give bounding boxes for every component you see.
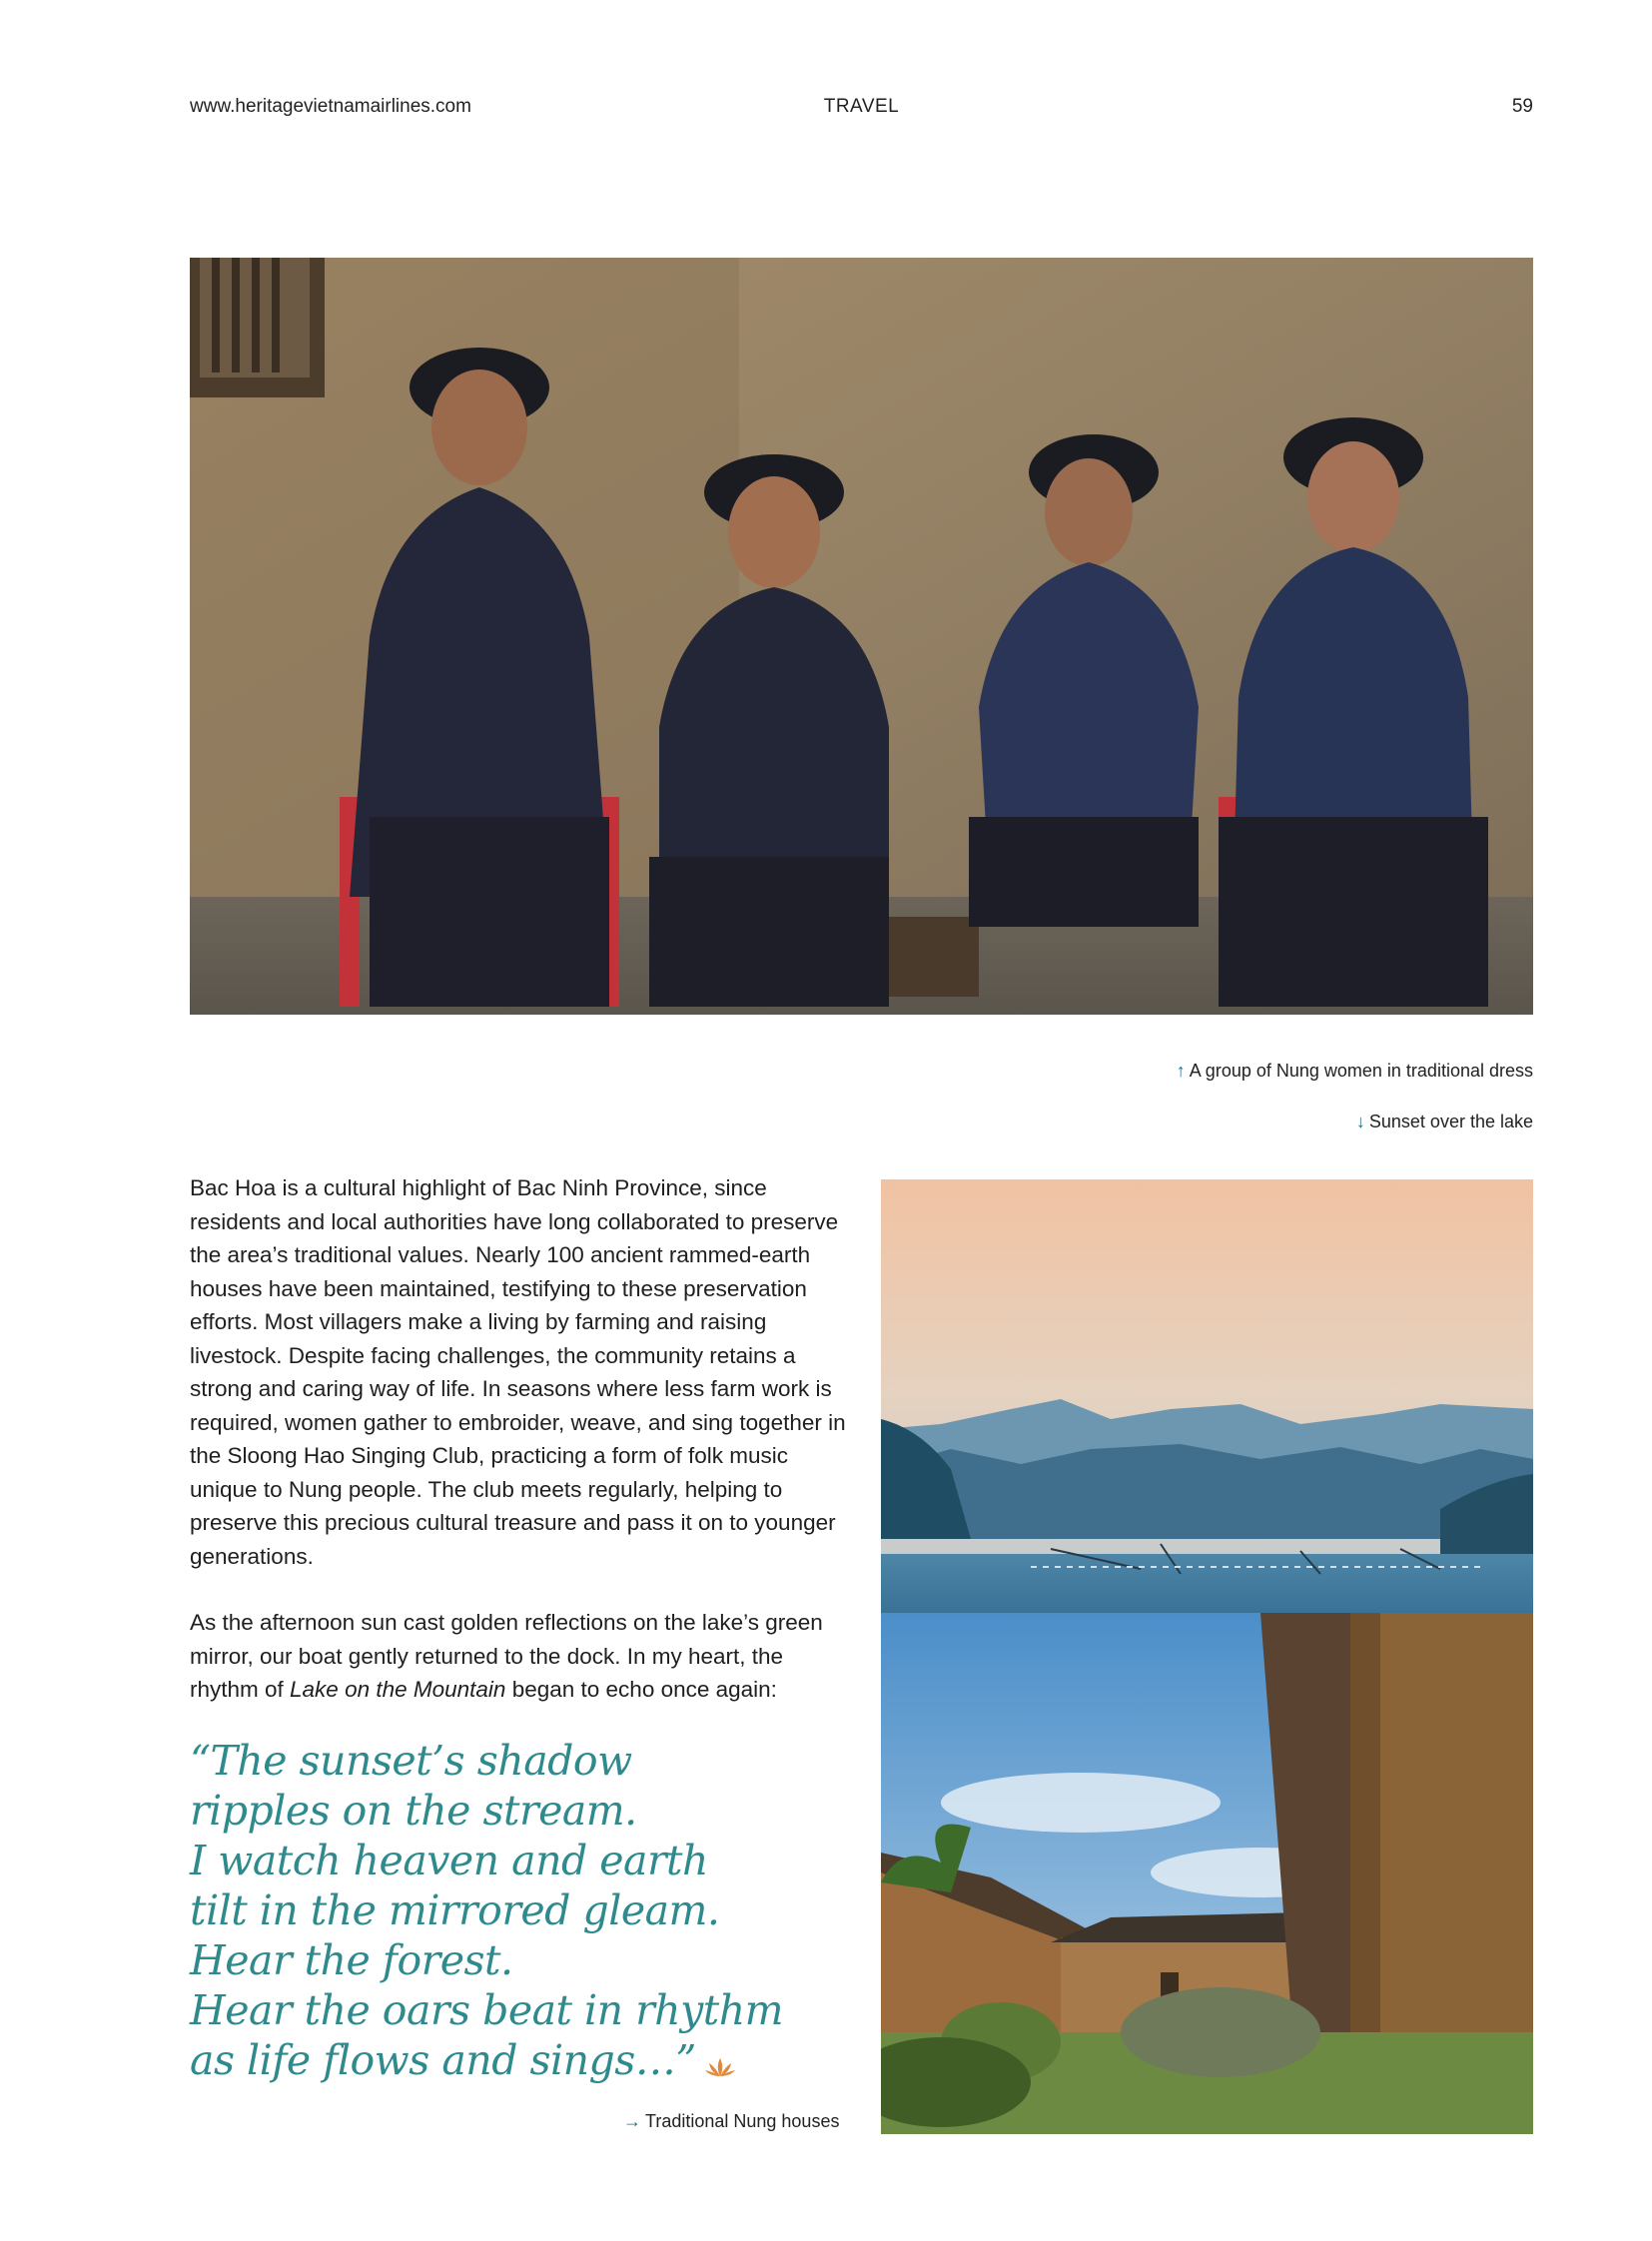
sunset-lake-photo xyxy=(881,1179,1533,1613)
poem-line: Hear the forest. xyxy=(190,1936,513,1984)
article-body xyxy=(190,1171,849,1740)
poem-line: Hear the oars beat in rhythm xyxy=(190,1986,784,2034)
arrow-down-icon: ↓ xyxy=(1355,1112,1365,1131)
caption-sunset xyxy=(1356,1112,1533,1132)
nung-houses-photo xyxy=(881,1613,1533,2134)
paragraph-2-lead: As the afternoon sun cast golden reflections on the lake’s green mirror, our boat gently returned to the dock. In my heart, the rhythm of xyxy=(190,1610,823,1702)
arrow-right-icon: → xyxy=(623,2111,641,2131)
poem-line-last xyxy=(190,2035,829,2089)
poem-line: tilt in the mirrored gleam. xyxy=(190,1886,720,1934)
poem-line-text: as life flows and sings…” xyxy=(190,2036,696,2084)
paragraph-2-tail: began to echo once again: xyxy=(505,1677,777,1702)
caption-houses-text: Traditional Nung houses xyxy=(645,2111,840,2131)
poem-line: I watch heaven and earth xyxy=(190,1837,708,1884)
poem-line: “The sunset’s shadow xyxy=(190,1737,632,1785)
poem-line: ripples on the stream. xyxy=(190,1787,637,1835)
section-label: TRAVEL xyxy=(823,96,900,117)
lotus-icon xyxy=(704,2039,736,2089)
page-number: 59 xyxy=(1511,96,1533,117)
caption-nung-women xyxy=(1177,1061,1533,1082)
nung-women-photo xyxy=(190,258,1533,1015)
caption-sunset-text: Sunset over the lake xyxy=(1368,1112,1533,1131)
paragraph-2 xyxy=(190,1606,849,1707)
song-title: Lake on the Mountain xyxy=(290,1677,506,1702)
website-url[interactable]: www.heritagevietnamairlines.com xyxy=(190,96,471,117)
page-header xyxy=(190,96,1533,126)
paragraph-1: Bac Hoa is a cultural highlight of Bac Ninh Province, since residents and local authorities have long collaborated to preserve the area’s traditional values. Nearly 100 ancient rammed-earth houses have been maintained, testifying to these preservation efforts. Most villagers make a living by farming and raising livestock. Despite facing challenges, the community retains a strong and caring way of life. In seasons where less farm work is required, women gather to embroider, weave, and sing together in the Sloong Hao Singing Club, practicing a form of folk music unique to Nung people. The club meets regularly, helping to preserve this precious cultural treasure and pass it on to younger generations. xyxy=(190,1175,846,1569)
caption-nung-houses xyxy=(623,2111,839,2132)
poem-quote xyxy=(190,1736,829,2089)
caption-women-text: A group of Nung women in traditional dress xyxy=(1189,1061,1533,1081)
arrow-up-icon: ↑ xyxy=(1176,1061,1186,1081)
